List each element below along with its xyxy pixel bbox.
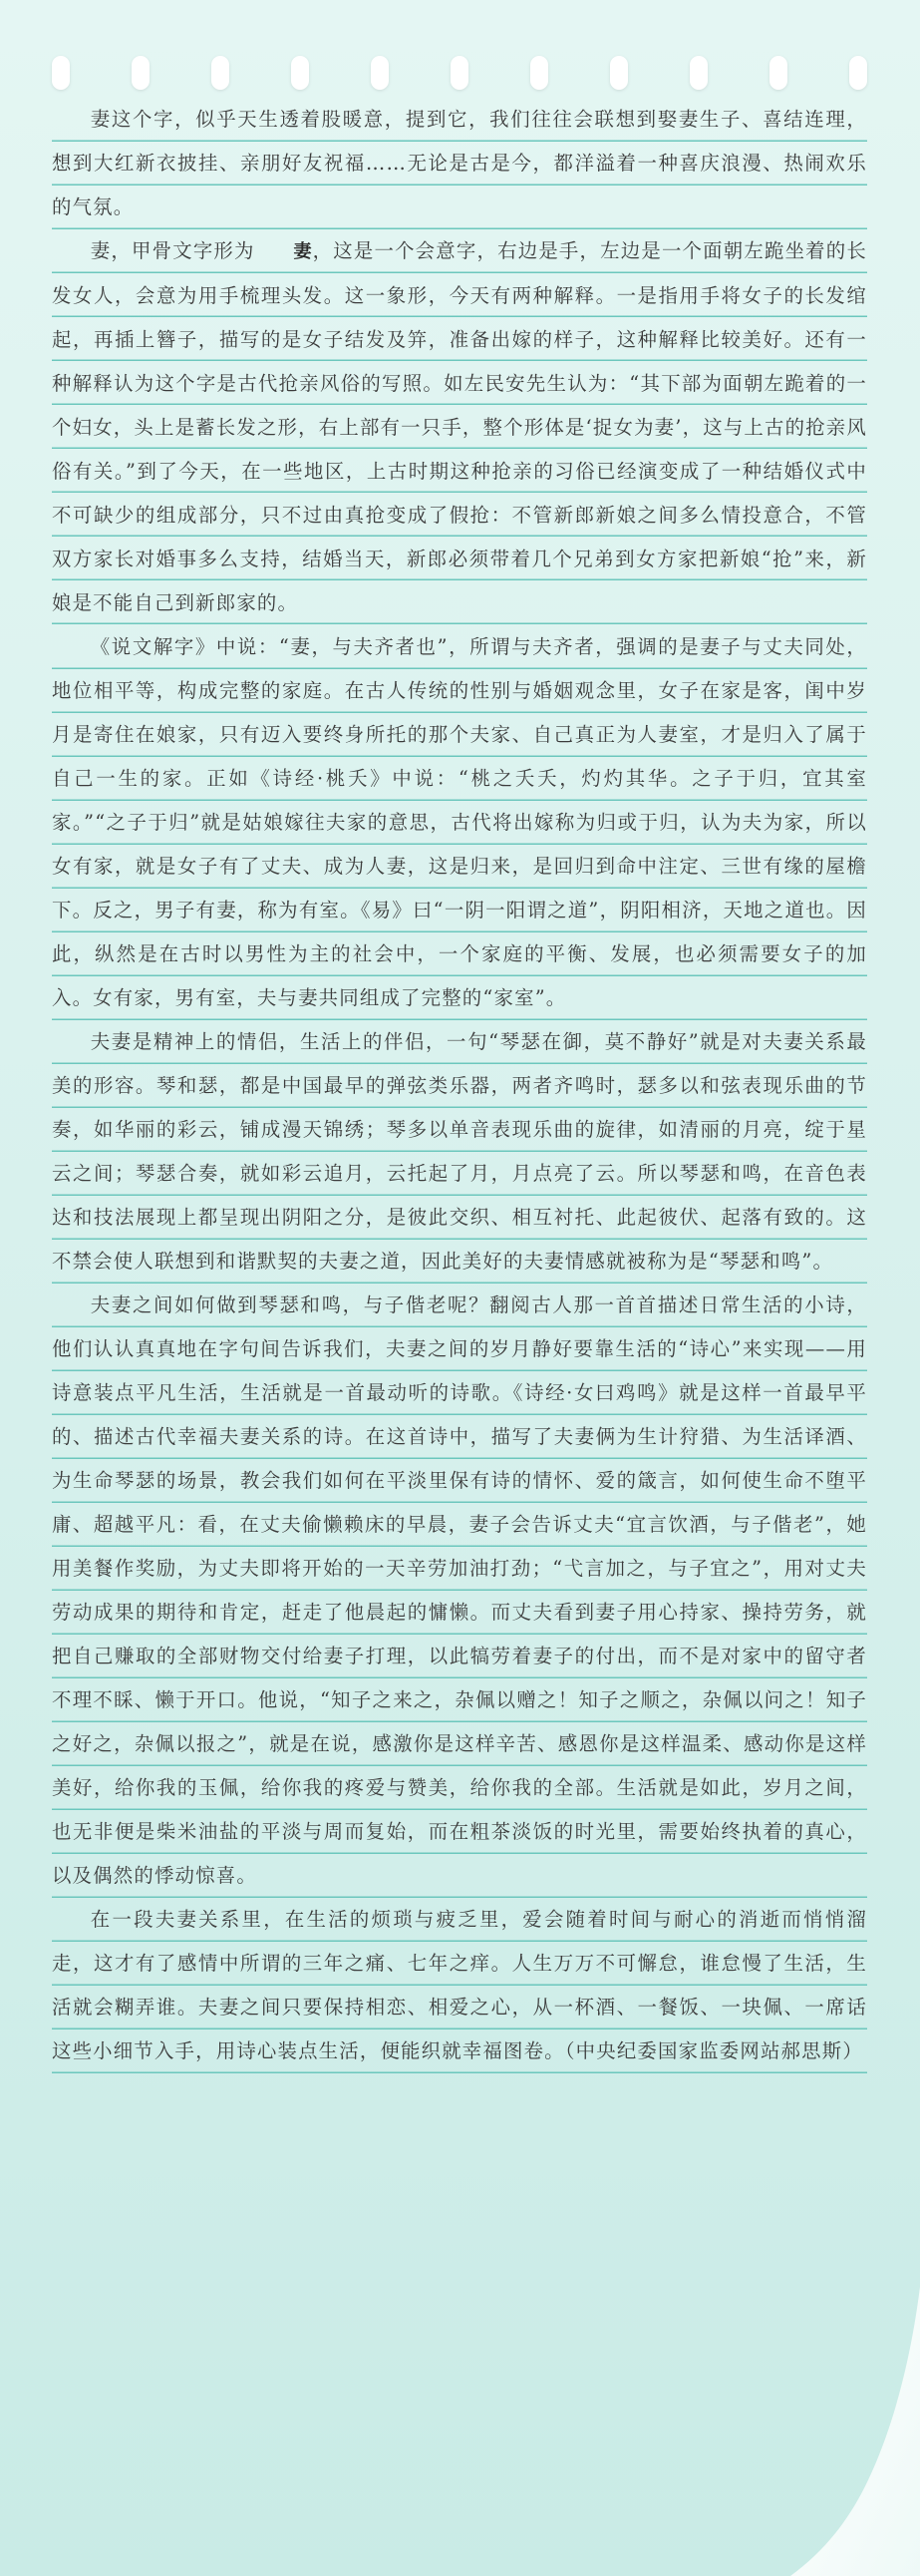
article-body [52,98,867,2073]
binder-hole-icon [690,56,708,90]
binder-hole-icon [849,56,867,90]
binder-hole-icon [769,56,787,90]
binder-hole-icon [451,56,468,90]
binder-hole-icon [211,56,229,90]
paragraph-text [52,1284,867,1898]
paragraph-text [52,1020,867,1284]
paragraph-text-part: 夫妻是精神上的情侣，生活上的伴侣，一句“琴瑟在御，莫不静好”就是对夫妻关系最美的形容。琴和瑟，都是中国最早的弹弦类乐器，两者齐鸣时，瑟多以和弦表现乐曲的节奏，如华丽的彩云，铺成漫天锦绣；琴多以单音表现乐曲的旋律，如清丽的月亮，绽于星云之间；琴瑟合奏，就如彩云追月，云托起了月，月点亮了云。所以琴瑟和鸣，在音色表达和技法展现上都呈现出阴阳之分，是彼此交织、相互衬托、此起彼伏、起落有致的。这不禁会使人联想到和谐默契的夫妻之道，因此美好的夫妻情感就被称为是“琴瑟和鸣”。 [52,1030,867,1273]
paragraph-5 [52,1284,867,1898]
paragraph-text [52,625,867,1020]
binder-hole-icon [530,56,548,90]
paragraph-text-part: 夫妻之间如何做到琴瑟和鸣，与子偕老呢？翻阅古人那一首首描述日常生活的小诗，他们认认真真地在字句间告诉我们，夫妻之间的岁月静好要靠生活的“诗心”来实现——用诗意装点平凡生活，生活就是一首最动听的诗歌。《诗经·女曰鸡鸣》就是这样一首最早平的、描述古代幸福夫妻关系的诗。在这首诗中，描写了夫妻俩为生计狩猎、为生活译酒、为生命琴瑟的场景，教会我们如何在平淡里保有诗的情怀、爱的箴言，如何使生命不堕平庸、超越平凡：看，在丈夫偷懒赖床的早晨，妻子会告诉丈夫“宜言饮酒，与子偕老”，她用美餐作奖励，为丈夫即将开始的一天辛劳加油打劲；“弋言加之，与子宜之”，用对丈夫劳动成果的期待和肯定，赶走了他晨起的慵懒。而丈夫看到妻子用心持家、操持劳务，就把自己赚取的全部财物交付给妻子打理，以此犒劳着妻子的付出，而不是对家中的留守者不理不睬、懒于开口。他说，“知子之来之，杂佩以赠之！知子之顺之，杂佩以问之！知子之好之，杂佩以报之”，就是在说，感激你是这样辛苦、感恩你是这样温柔、感动你是这样美好，给你我的玉佩，给你我的疼爱与赞美，给你我的全部。生活就是如此，岁月之间，也无非便是柴米油盐的平淡与周而复始，而在粗茶淡饭的时光里，需要始终执着的真心，以及偶然的悸动惊喜。 [52,1293,867,1887]
binder-holes [52,56,869,92]
binder-hole-icon [610,56,628,90]
paragraph-text-part: 妻这个字，似乎天生透着股暖意，提到它，我们往往会联想到娶妻生子、喜结连理，想到大红新衣披挂、亲朋好友祝福……无论是古是今，都洋溢着一种喜庆浪漫、热闹欢乐的气氛。 [52,108,867,218]
paragraph-text [52,1898,867,2073]
paragraph-text-part: 妻，甲骨文字形为 [90,239,255,262]
paragraph-text-part: ，这是一个会意字，右边是手，左边是一个面朝左跪坐着的长发女人，会意为用手梳理头发。这一象形，今天有两种解释。一是指用手将女子的长发绾起，再插上簪子，描写的是女子结发及笄，准备出嫁的样子，这种解释比较美好。还有一种解释认为这个字是古代抢亲风俗的写照。如左民安先生认为：“其下部为面朝左跪着的一个妇女，头上是蓄长发之形，右上部有一只手，整个形体是‘捉女为妻’，这与上古的抢亲风俗有关。”到了今天，在一些地区，上古时期这种抢亲的习俗已经演变成了一种结婚仪式中不可缺少的组成部分，只不过由真抢变成了假抢：不管新郎新娘之间多么情投意合，不管双方家长对婚事多么支持，结婚当天，新郎必须带着几个兄弟到女方家把新娘“抢”来，新娘是不能自己到新郎家的。 [52,239,867,614]
paragraph-text [52,98,867,229]
binder-hole-icon [52,56,70,90]
paragraph-text-part: 《说文解字》中说：“妻，与夫齐者也”，所谓与夫齐者，强调的是妻子与丈夫同处，地位相平等，构成完整的家庭。在古人传统的性别与婚姻观念里，女子在家是客，闺中岁月是寄住在娘家，只有迈入要终身所托的那个夫家、自己真正为人妻室，才是归入了属于自己一生的家。正如《诗经·桃夭》中说：“桃之夭夭，灼灼其华。之子于归，宜其室家。”“之子于归”就是姑娘嫁往夫家的意思，古代将出嫁称为归或于归，认为夫为家，所以女有家，就是女子有了丈夫、成为人妻，这是归来，是回归到命中注定、三世有缘的屋檐下。反之，男子有妻，称为有室。《易》曰“一阴一阳谓之道”，阴阳相济，天地之道也。因此，纵然是在古时以男性为主的社会中，一个家庭的平衡、发展，也必须需要女子的加入。女有家，男有室，夫与妻共同组成了完整的“家室”。 [52,635,867,1009]
paragraph-text [52,229,867,625]
binder-hole-icon [371,56,389,90]
paragraph-text-part: 在一段夫妻关系里，在生活的烦琐与疲乏里，爱会随着时间与耐心的消逝而悄悄溜走，这才有了感情中所谓的三年之痛、七年之痒。人生万万不可懈怠，谁怠慢了生活，生活就会糊弄谁。夫妻之间只要保持相恋、相爱之心，从一杯酒、一餐饭、一块佩、一席话这些小细节入手，用诗心装点生活，便能织就幸福图卷。（中央纪委国家监委网站郝思斯） [52,1908,867,2062]
paragraph-6 [52,1898,867,2073]
paragraph-4 [52,1020,867,1284]
page-curl-decoration [770,2287,920,2576]
binder-hole-icon [132,56,150,90]
binder-hole-icon [291,56,309,90]
paragraph-1 [52,98,867,229]
paragraph-2 [52,229,867,625]
oracle-bone-glyph-icon: 妻 [293,241,313,262]
paragraph-3 [52,625,867,1020]
